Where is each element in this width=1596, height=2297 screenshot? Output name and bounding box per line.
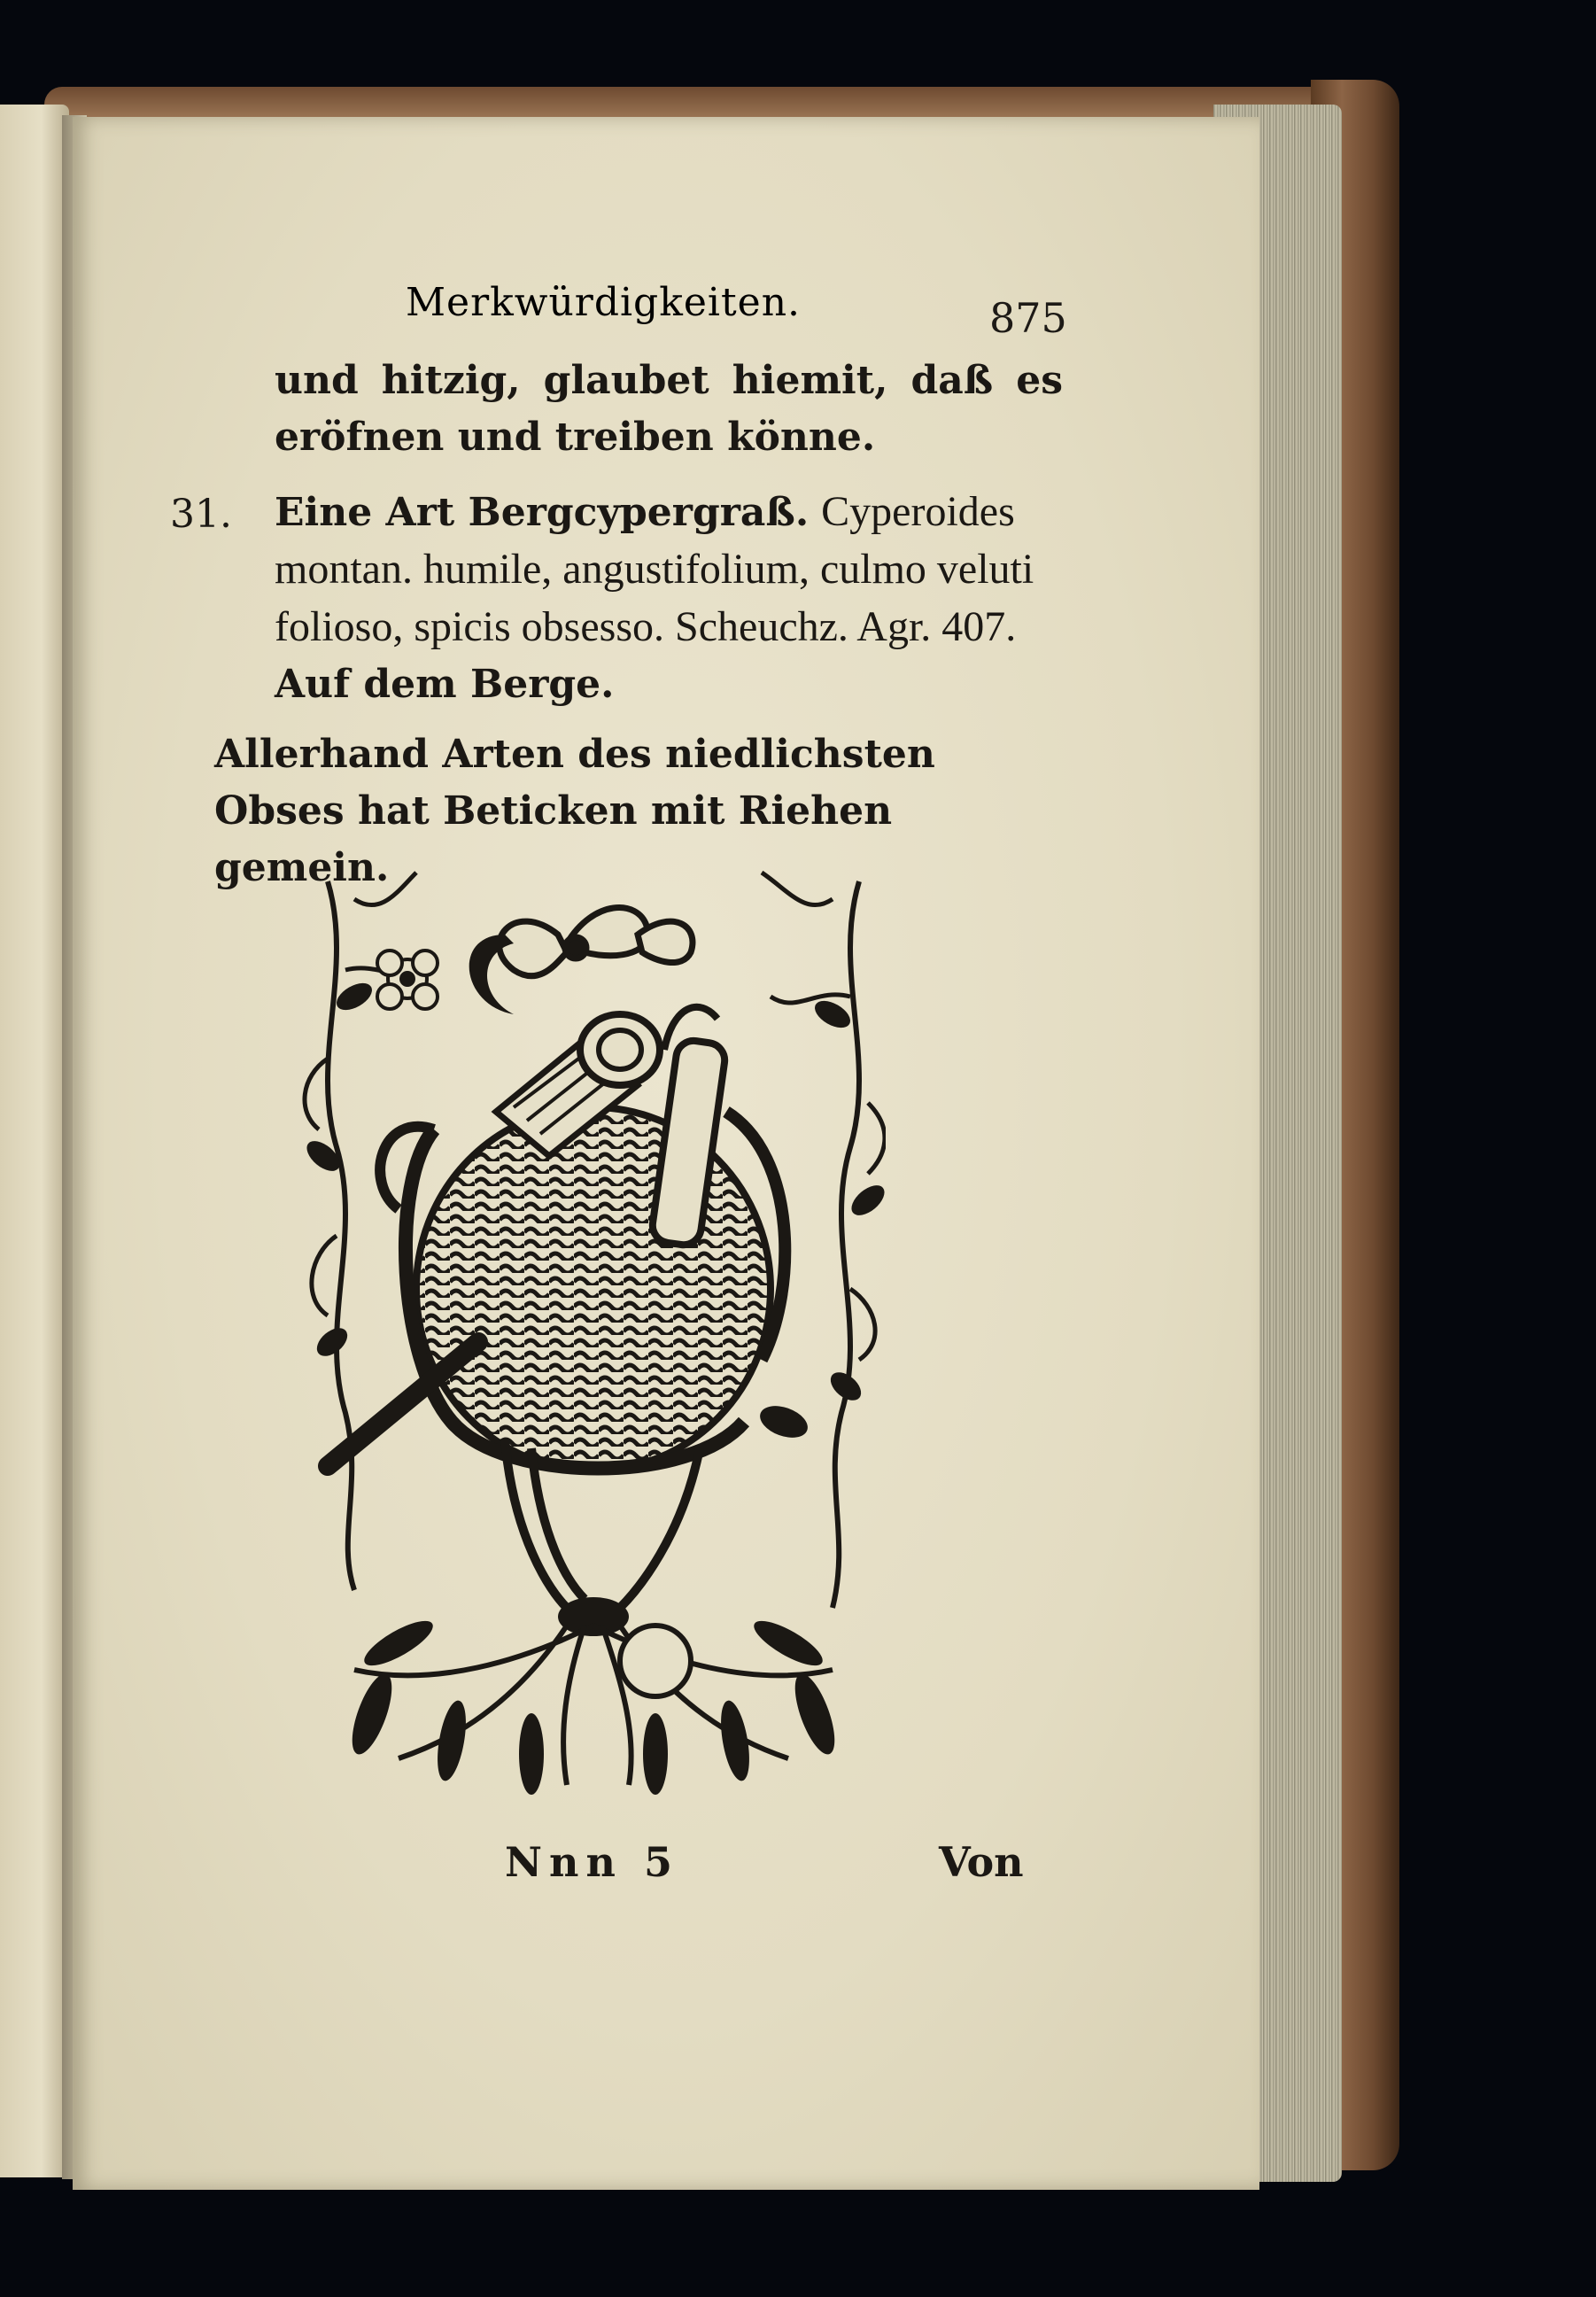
paragraph-continuation: und hitzig, glaubet hiemit, daß es eröfnen und treiben könne. [275,358,1063,460]
woodcut-vignette [301,864,886,1803]
page-number: 875 [989,294,1067,342]
signature-mark: Nnn 5 [505,1838,679,1886]
previous-page [0,105,69,2177]
running-title: Merkwürdigkeiten. [406,280,802,325]
catchword: Von [939,1838,1024,1886]
item-number: 31. [170,492,232,537]
plant-location: Auf dem Berge. [275,662,615,707]
plant-entry [275,484,1063,713]
page-header [406,280,1079,333]
paragraph-fruit: Allerhand Arten des niedlichsten Obses hat Beticken mit Riehen gemein. [214,732,935,890]
plant-latin-description: Cyperoides montan. humile, angustifolium, culmo veluti folioso, spicis obsesso. Scheuchz. Agr. 407. [275,488,1034,650]
plant-german-name: Eine Art Bergcypergraß. [275,490,810,535]
